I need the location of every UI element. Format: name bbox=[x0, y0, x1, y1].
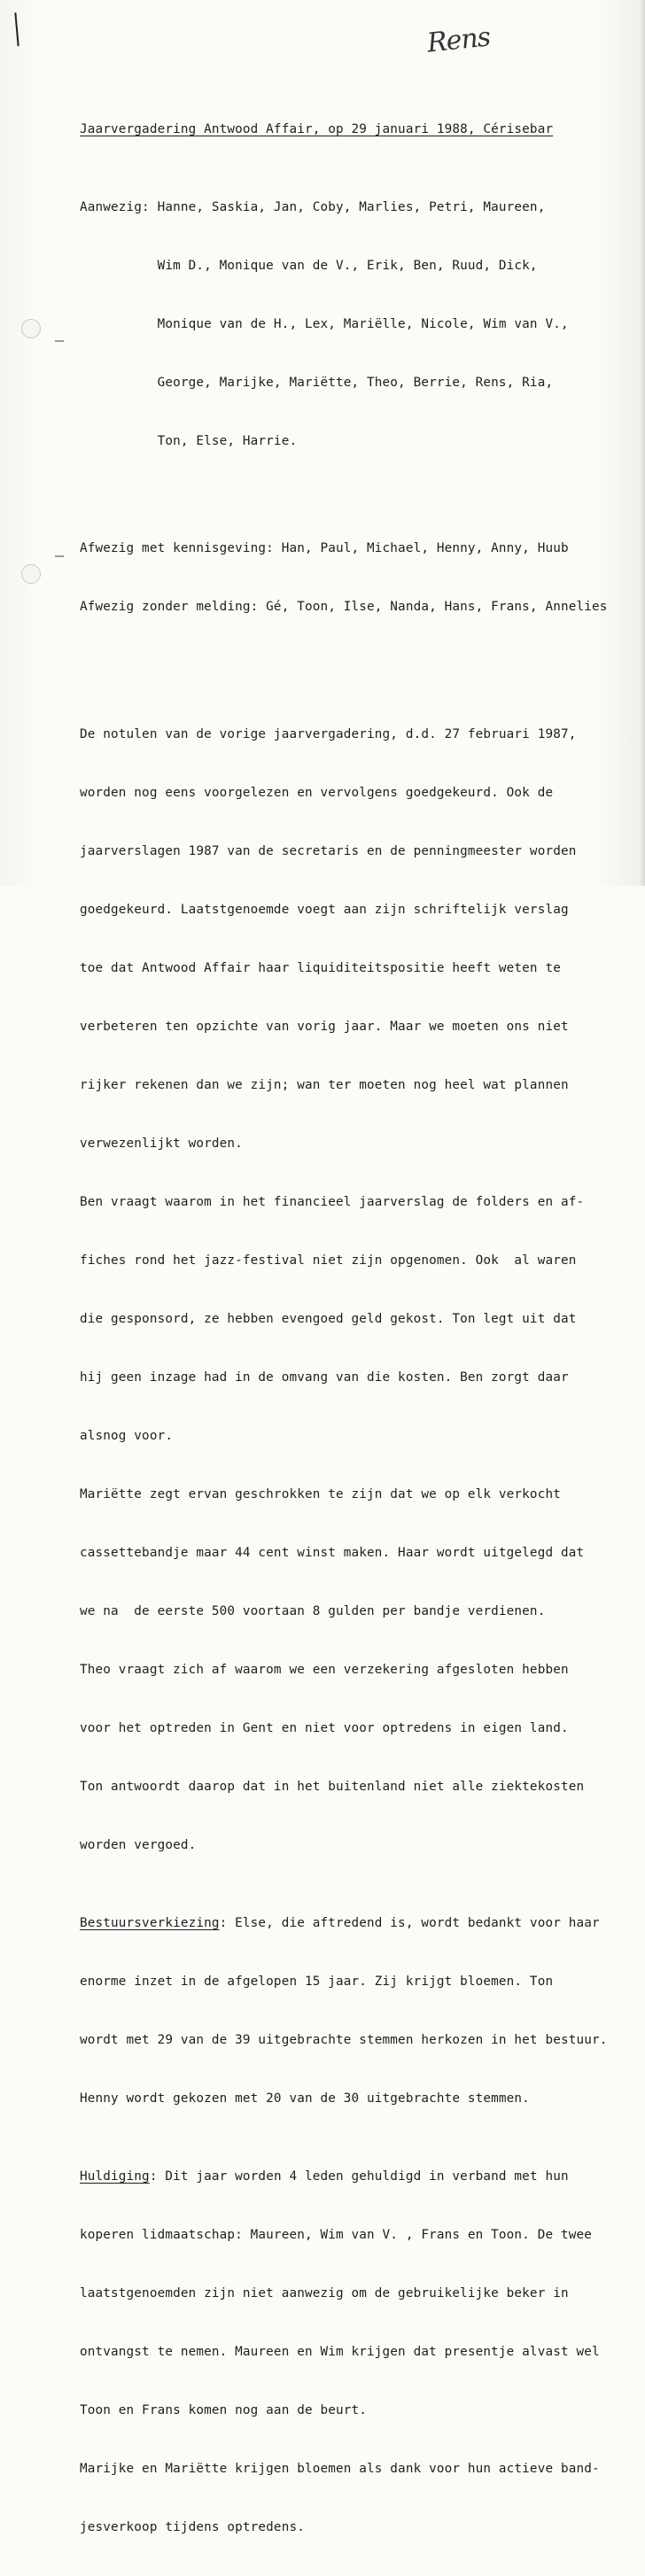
election-line: Henny wordt gekozen met 20 van de 30 uitgebrachte stemmen. bbox=[80, 2091, 530, 2106]
tribute-line: koperen lidmaatschap: Maureen, Wim van V. , Frans en Toon. De twee bbox=[80, 2228, 592, 2242]
election-first-line bbox=[80, 1913, 638, 1933]
minutes-line: Ton antwoordt daarop dat in het buitenland niet alle ziektekosten bbox=[80, 1780, 585, 1794]
minutes-line: Mariëtte zegt ervan geschrokken te zijn dat we op elk verkocht bbox=[80, 1487, 561, 1501]
tribute-line: jesverkoop tijdens optredens. bbox=[80, 2520, 305, 2534]
minutes-line: fiches rond het jazz-festival niet zijn opgenomen. Ook al waren bbox=[80, 1253, 577, 1268]
election-label: Bestuursverkiezing bbox=[80, 1916, 220, 1930]
minutes-line: we na de eerste 500 voortaan 8 gulden per bandje verdienen. bbox=[80, 1604, 546, 1618]
attendance-line: Wim D., Monique van de V., Erik, Ben, Ruud, Dick, bbox=[80, 259, 538, 273]
election-line: enorme inzet in de afgelopen 15 jaar. Zij krijgt bloemen. Ton bbox=[80, 1975, 554, 1989]
absent-notified-line: Afwezig met kennisgeving: Han, Paul, Michael, Henny, Anny, Huub bbox=[80, 541, 569, 555]
fold-mark-top bbox=[55, 340, 64, 342]
minutes-line: Ben vraagt waarom in het financieel jaarverslag de folders en af- bbox=[80, 1195, 585, 1209]
minutes-line: goedgekeurd. Laatstgenoemde voegt aan zijn schriftelijk verslag bbox=[80, 903, 569, 917]
election-line: wordt met 29 van de 39 uitgebrachte stemmen herkozen in het bestuur. bbox=[80, 2033, 608, 2047]
document-body bbox=[80, 81, 638, 2576]
spacer bbox=[80, 656, 638, 666]
attendance-line: Ton, Else, Harrie. bbox=[80, 434, 298, 448]
handwritten-note: Rens bbox=[425, 21, 492, 59]
tribute-label: Huldiging bbox=[80, 2169, 150, 2184]
punch-hole-top bbox=[21, 319, 41, 338]
fold-mark-bottom bbox=[55, 555, 64, 557]
tribute-line: laatstgenoemden zijn niet aanwezig om de gebruikelijke beker in bbox=[80, 2286, 569, 2301]
tribute-text: : Dit jaar worden 4 leden gehuldigd in verband met hun bbox=[149, 2169, 569, 2184]
minutes-line: hij geen inzage had in de omvang van die kosten. Ben zorgt daar bbox=[80, 1370, 569, 1385]
document-heading: Jaarvergadering Antwood Affair, op 29 januari 1988, Cérisebar bbox=[80, 122, 554, 136]
minutes-line: rijker rekenen dan we zijn; wan ter moeten nog heel wat plannen bbox=[80, 1078, 569, 1092]
minutes-line: verbeteren ten opzichte van vorig jaar. Maar we moeten ons niet bbox=[80, 1020, 569, 1034]
tribute-line: Marijke en Mariëtte krijgen bloemen als dank voor hun actieve band- bbox=[80, 2462, 600, 2476]
minutes-line: jaarverslagen 1987 van de secretaris en de penningmeester worden bbox=[80, 844, 577, 858]
minutes-line: cassettebandje maar 44 cent winst maken. Haar wordt uitgelegd dat bbox=[80, 1546, 585, 1560]
election-text: : Else, die aftredend is, wordt bedankt voor haar bbox=[219, 1916, 600, 1930]
minutes-line: voor het optreden in Gent en niet voor optredens in eigen land. bbox=[80, 1721, 569, 1735]
page-edge-shadow bbox=[640, 0, 645, 886]
minutes-line: Theo vraagt zich af waarom we een verzekering afgesloten hebben bbox=[80, 1663, 569, 1677]
minutes-line: De notulen van de vorige jaarvergadering, d.d. 27 februari 1987, bbox=[80, 727, 577, 741]
attendance-line: Aanwezig: Hanne, Saskia, Jan, Coby, Marlies, Petri, Maureen, bbox=[80, 200, 546, 214]
attendance-line: George, Marijke, Mariëtte, Theo, Berrie, Rens, Ria, bbox=[80, 376, 554, 390]
minutes-line: die gesponsord, ze hebben evengoed geld gekost. Ton legt uit dat bbox=[80, 1312, 577, 1326]
tribute-first-line bbox=[80, 2167, 638, 2186]
punch-hole-bottom bbox=[21, 564, 41, 584]
tribute-line: ontvangst te nemen. Maureen en Wim krijgen dat presentje alvast wel bbox=[80, 2345, 600, 2359]
minutes-line: worden nog eens voorgelezen en vervolgens goedgekeurd. Ook de bbox=[80, 786, 554, 800]
minutes-line: verwezenlijkt worden. bbox=[80, 1137, 243, 1151]
attendance-line: Monique van de H., Lex, Mariëlle, Nicole, Wim van V., bbox=[80, 317, 569, 331]
spacer bbox=[80, 490, 638, 500]
corner-pen-mark bbox=[14, 12, 22, 46]
minutes-line: toe dat Antwood Affair haar liquiditeitspositie heeft weten te bbox=[80, 961, 561, 975]
minutes-line: alsnog voor. bbox=[80, 1429, 174, 1443]
tribute-line: Toon en Frans komen nog aan de beurt. bbox=[80, 2403, 368, 2417]
absent-unnotified-line: Afwezig zonder melding: Gé, Toon, Ilse, Nanda, Hans, Frans, Annelies bbox=[80, 600, 608, 614]
minutes-line: worden vergoed. bbox=[80, 1838, 197, 1852]
